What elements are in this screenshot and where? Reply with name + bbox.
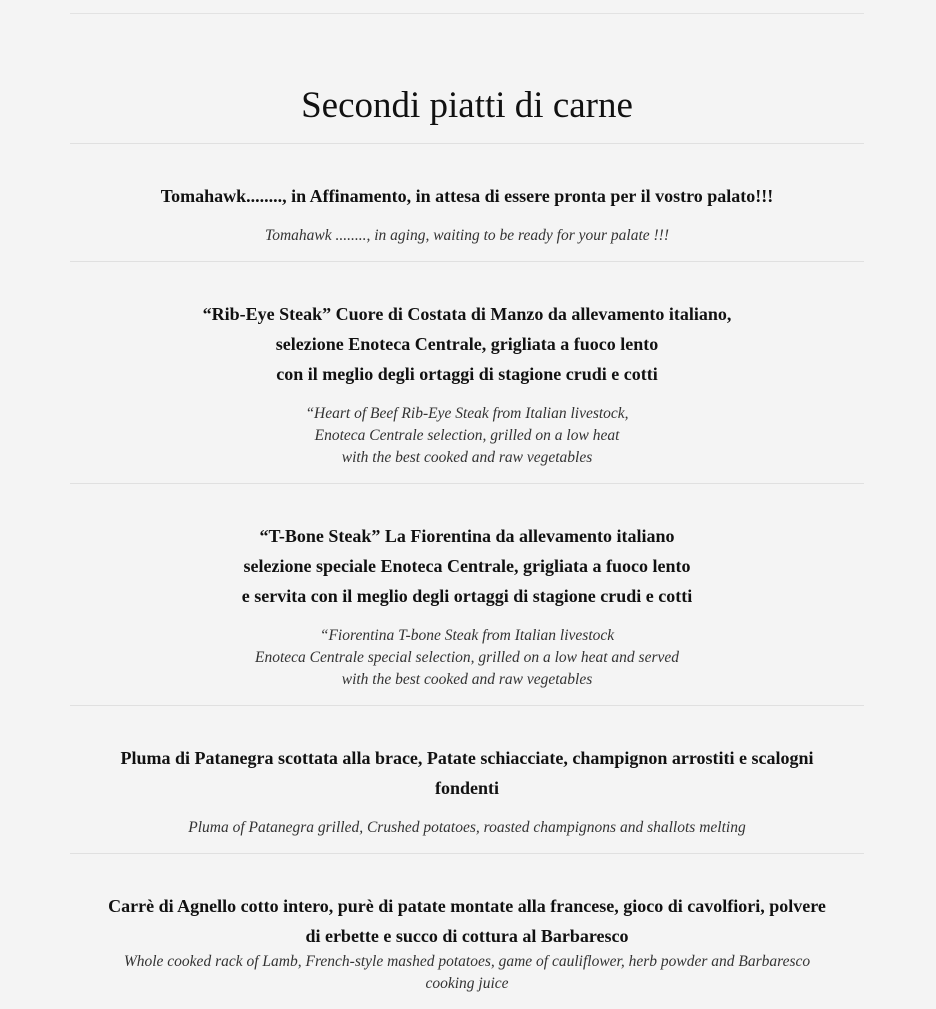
menu-item: [70, 143, 864, 261]
dish-name-english: [70, 625, 864, 691]
dish-line: e servita con il meglio degli ortaggi di stagione crudi e cotti: [241, 586, 693, 606]
dish-line: selezione speciale Enoteca Centrale, grigliata a fuoco lento: [243, 556, 691, 576]
dish-line: di erbette e succo di cottura al Barbaresco: [305, 926, 629, 946]
dish-line: “Rib-Eye Steak” Cuore di Costata di Manzo da allevamento italiano,: [202, 304, 732, 324]
dish-line: Pluma of Patanegra grilled, Crushed potatoes, roasted champignons and shallots melting: [188, 819, 746, 836]
dish-name-english: [70, 403, 864, 469]
menu-list: [70, 143, 864, 1009]
menu-item: [70, 483, 864, 705]
dish-name-italian: [70, 521, 864, 611]
menu-item: [70, 705, 864, 853]
dish-name-english: [62, 951, 872, 995]
dish-line: fondenti: [434, 778, 499, 798]
dish-name-italian: [62, 891, 872, 951]
dish-name-english: [70, 817, 864, 839]
dish-line: Enoteca Centrale selection, grilled on a low heat: [314, 427, 620, 444]
dish-name-italian: [62, 743, 872, 803]
dish-line: with the best cooked and raw vegetables: [341, 671, 593, 688]
dish-line: Enoteca Centrale special selection, grilled on a low heat and served: [254, 649, 679, 666]
menu-item: [70, 261, 864, 483]
dish-line: Whole cooked rack of Lamb, French-style mashed potatoes, game of cauliflower, herb powder and Barbaresco: [123, 953, 811, 970]
dish-line: selezione Enoteca Centrale, grigliata a fuoco lento: [275, 334, 659, 354]
top-divider: [70, 13, 864, 14]
dish-line: with the best cooked and raw vegetables: [341, 449, 593, 466]
section-title: Secondi piatti di carne: [301, 85, 633, 126]
dish-line: con il meglio degli ortaggi di stagione crudi e cotti: [276, 364, 658, 384]
dish-name-italian: [70, 299, 864, 389]
dish-line: “Fiorentina T-bone Steak from Italian livestock: [319, 627, 615, 644]
dish-line: Carrè di Agnello cotto intero, purè di patate montate alla francese, gioco di cavolfiori, polvere: [108, 896, 826, 916]
dish-line: “Heart of Beef Rib-Eye Steak from Italian livestock,: [305, 405, 629, 422]
menu-item: [70, 853, 864, 1009]
dish-line: Tomahawk ........, in aging, waiting to be ready for your palate !!!: [265, 227, 669, 244]
dish-line: Tomahawk........, in Affinamento, in attesa di essere pronta per il vostro palato!!!: [160, 186, 774, 206]
dish-line: cooking juice: [425, 975, 509, 992]
dish-line: “T-Bone Steak” La Fiorentina da allevamento italiano: [259, 526, 675, 546]
dish-name-english: [70, 225, 864, 247]
dish-line: Pluma di Patanegra scottata alla brace, Patate schiacciate, champignon arrostiti e scalogni: [120, 748, 814, 768]
dish-name-italian: [70, 181, 864, 211]
